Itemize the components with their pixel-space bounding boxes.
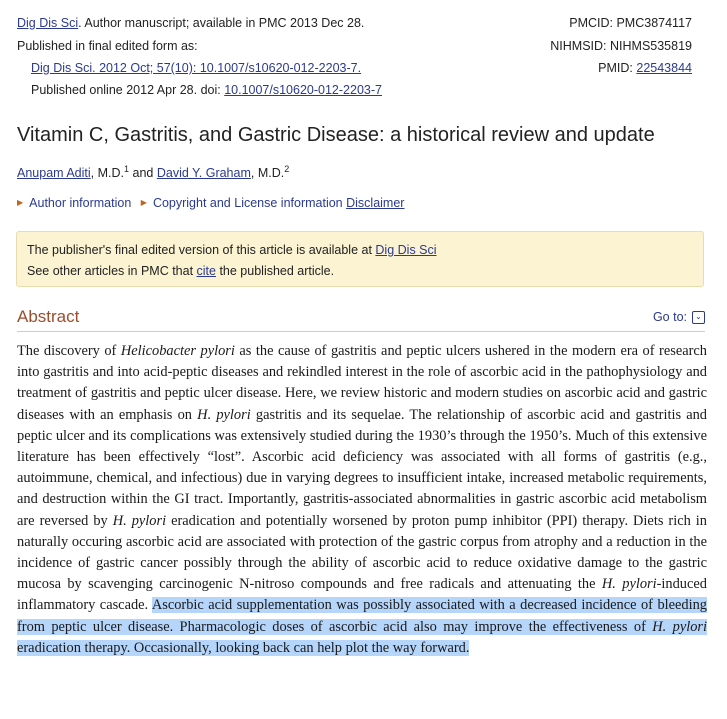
abstract-italic: H. pylori [601, 576, 657, 593]
info-links-row [17, 194, 404, 213]
journal-line [17, 15, 364, 31]
notice-text: the published article. [215, 264, 335, 278]
abstract-text: -induced inflammatory cascade. [17, 576, 707, 614]
abstract-italic: Helicobacter pylori [120, 343, 235, 359]
disclaimer-link[interactable]: Disclaimer [346, 196, 405, 210]
triangle-right-icon: ▶ [17, 197, 24, 207]
author-degree: , M.D. [250, 166, 285, 181]
goto-label: Go to: [652, 310, 687, 324]
affiliation-sup: 1 [124, 164, 130, 174]
author-information-link[interactable]: Author information [29, 196, 132, 210]
published-online-line [31, 82, 382, 98]
notice-text: See other articles in PMC that [27, 264, 197, 278]
article-title: Vitamin C, Gastritis, and Gastric Disease: a historical review and update [17, 124, 655, 146]
author-conjunction: and [129, 166, 157, 181]
doi-link[interactable]: 10.1007/s10620-012-2203-7 [224, 83, 382, 97]
selected-text: Ascorbic acid supplementation was possibly associated with a decreased incidence of bleeding from peptic ulcer disease. Pharmacologic doses of ascorbic acid also may improve the effectiveness of [17, 597, 707, 635]
journal-link[interactable]: Dig Dis Sci [17, 16, 79, 30]
selected-text: eradication therapy. Occasionally, looking back can help plot the way forward. [17, 639, 470, 656]
journal-suffix: . Author manuscript; available in PMC 2013 Dec 28. [78, 16, 365, 30]
abstract-italic: H. pylori [112, 512, 167, 529]
abstract-text: The discovery of [17, 343, 121, 359]
copyright-link[interactable]: Copyright and License information [152, 196, 343, 210]
pmcid: PMCID: PMC3874117 [569, 16, 692, 30]
pmid-label: PMID: [598, 61, 637, 75]
abstract-text: gastritis and its sequelae. The relationship of ascorbic acid and gastritis and peptic ulcer and its complications was extensively studied during the 1930’s through the 1950’s. Much of this extensive literature has been effectively “lost”. Ascorbic acid deficiency was associated with all forms of gastritis (e.g., autoimmune, chemical, and infectious) due in varying degrees to insufficient intake, increased metabolic requirements, and destruction within the GI tract. Importantly, gastritis-associated abnormalities in gastric ascorbic acid metabolism are reversed by [17, 406, 708, 529]
author-link-graham[interactable]: David Y. Graham [156, 166, 251, 181]
pmid-link[interactable]: 22543844 [636, 61, 692, 75]
triangle-right-icon: ▶ [140, 197, 147, 207]
selected-text-italic: H. pylori [652, 618, 707, 635]
notice-text: The publisher's final edited version of this article is available at [27, 243, 376, 257]
cite-link[interactable]: cite [196, 264, 216, 278]
publisher-journal-link[interactable]: Dig Dis Sci [375, 243, 437, 257]
goto-menu[interactable] [653, 310, 705, 324]
published-online-prefix: Published online 2012 Apr 28. doi: [31, 83, 225, 97]
citation-line [31, 60, 361, 76]
author-link-aditi[interactable]: Anupam Aditi [17, 166, 91, 181]
abstract-section-header [17, 306, 705, 332]
pmid-line [598, 60, 692, 76]
notice-line-1 [27, 240, 693, 261]
abstract-heading: Abstract [17, 307, 80, 326]
abstract-text: as the cause of gastritis and peptic ulcers ushered in the modern era of research into gastritis and into acid-peptic diseases and rekindled interest in the role of ascorbic acid in the pathophysiology and treatment of gastritis and peptic ulcer disease. Here, we review historic and modern studies on ascorbic acid and gastric diseases with an emphasis on [17, 343, 707, 423]
abstract-italic: H. pylori [197, 406, 251, 423]
abstract-text: eradication and potentially worsened by proton pump inhibitor (PPI) therapy. Diets rich in naturally occuring ascorbic acid are associated with protection of the gastric corpus from atrophy and a reduction in the incidence of gastric cancer possibly through the ability of ascorbic acid to reduce oxidative damage to the gastric mucosa by scavenging carcinogenic N-nitroso compounds and free radicals and attenuating the [17, 512, 707, 593]
affiliation-sup: 2 [284, 164, 290, 174]
chevron-down-icon[interactable]: ⌄ [692, 311, 705, 324]
nihmsid: NIHMSID: NIHMS535819 [550, 39, 692, 53]
author-list [17, 160, 289, 182]
published-final-label: Published in final edited form as: [17, 39, 198, 53]
citation-link[interactable]: Dig Dis Sci. 2012 Oct; 57(10): 10.1007/s10620-012-2203-7. [31, 61, 362, 75]
notice-line-2 [27, 261, 693, 282]
author-degree: , M.D. [90, 166, 125, 181]
publisher-notice [16, 231, 704, 287]
abstract-body [17, 341, 707, 659]
